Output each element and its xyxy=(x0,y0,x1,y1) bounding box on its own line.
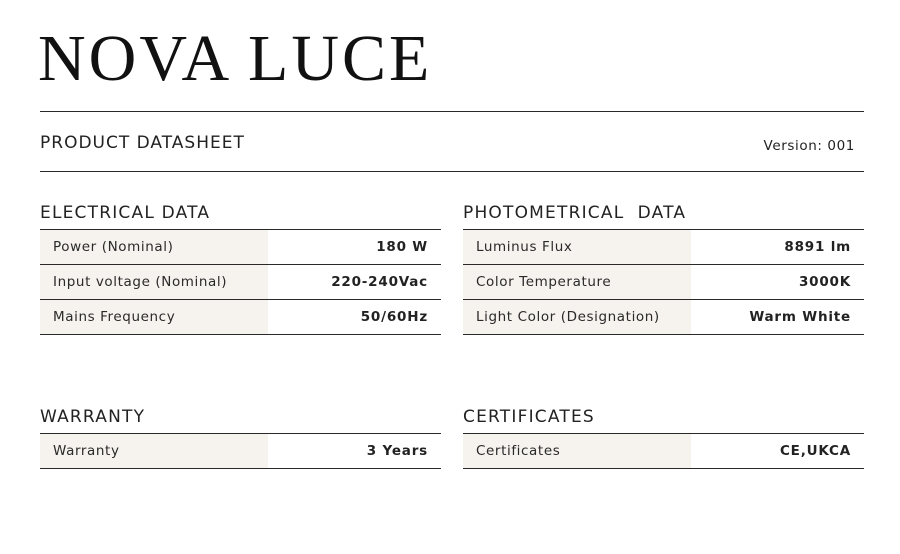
row-value: 50/60Hz xyxy=(360,309,428,325)
header-top-divider xyxy=(40,111,864,112)
row-label: Color Temperature xyxy=(463,265,691,299)
section-title: PHOTOMETRICAL DATA xyxy=(463,203,687,223)
row-value: 8891 lm xyxy=(784,239,851,255)
table-row xyxy=(463,265,864,300)
version-label: Version: 001 xyxy=(763,138,855,154)
section-title: CERTIFICATES xyxy=(463,407,595,427)
electrical-data-section xyxy=(40,201,441,335)
row-value: 220-240Vac xyxy=(331,274,428,290)
photometrical-data-table xyxy=(463,229,864,335)
table-row xyxy=(40,265,441,300)
row-label: Certificates xyxy=(463,434,691,468)
row-value: 3000K xyxy=(798,274,851,290)
warranty-table xyxy=(40,433,441,469)
brand-logo: NOVA LUCE xyxy=(38,22,433,95)
table-row xyxy=(40,434,441,469)
header-bottom-divider xyxy=(40,171,864,172)
row-value: 3 Years xyxy=(366,443,428,459)
document-title: PRODUCT DATASHEET xyxy=(40,133,245,153)
photometrical-data-section xyxy=(463,201,864,335)
table-row xyxy=(463,434,864,469)
row-value: 180 W xyxy=(376,239,428,255)
table-row xyxy=(463,300,864,335)
table-row xyxy=(463,230,864,265)
section-title: ELECTRICAL DATA xyxy=(40,203,211,223)
row-label: Luminus Flux xyxy=(463,230,691,264)
section-title: WARRANTY xyxy=(40,407,146,427)
certificates-section xyxy=(463,405,864,469)
table-row xyxy=(40,230,441,265)
electrical-data-table xyxy=(40,229,441,335)
row-value: Warm White xyxy=(749,309,851,325)
warranty-section xyxy=(40,405,441,469)
row-label: Power (Nominal) xyxy=(40,230,268,264)
row-label: Light Color (Designation) xyxy=(463,300,691,334)
row-label: Mains Frequency xyxy=(40,300,268,334)
row-label: Warranty xyxy=(40,434,268,468)
table-row xyxy=(40,300,441,335)
row-value: CE,UKCA xyxy=(779,443,851,459)
row-label: Input voltage (Nominal) xyxy=(40,265,268,299)
certificates-table xyxy=(463,433,864,469)
